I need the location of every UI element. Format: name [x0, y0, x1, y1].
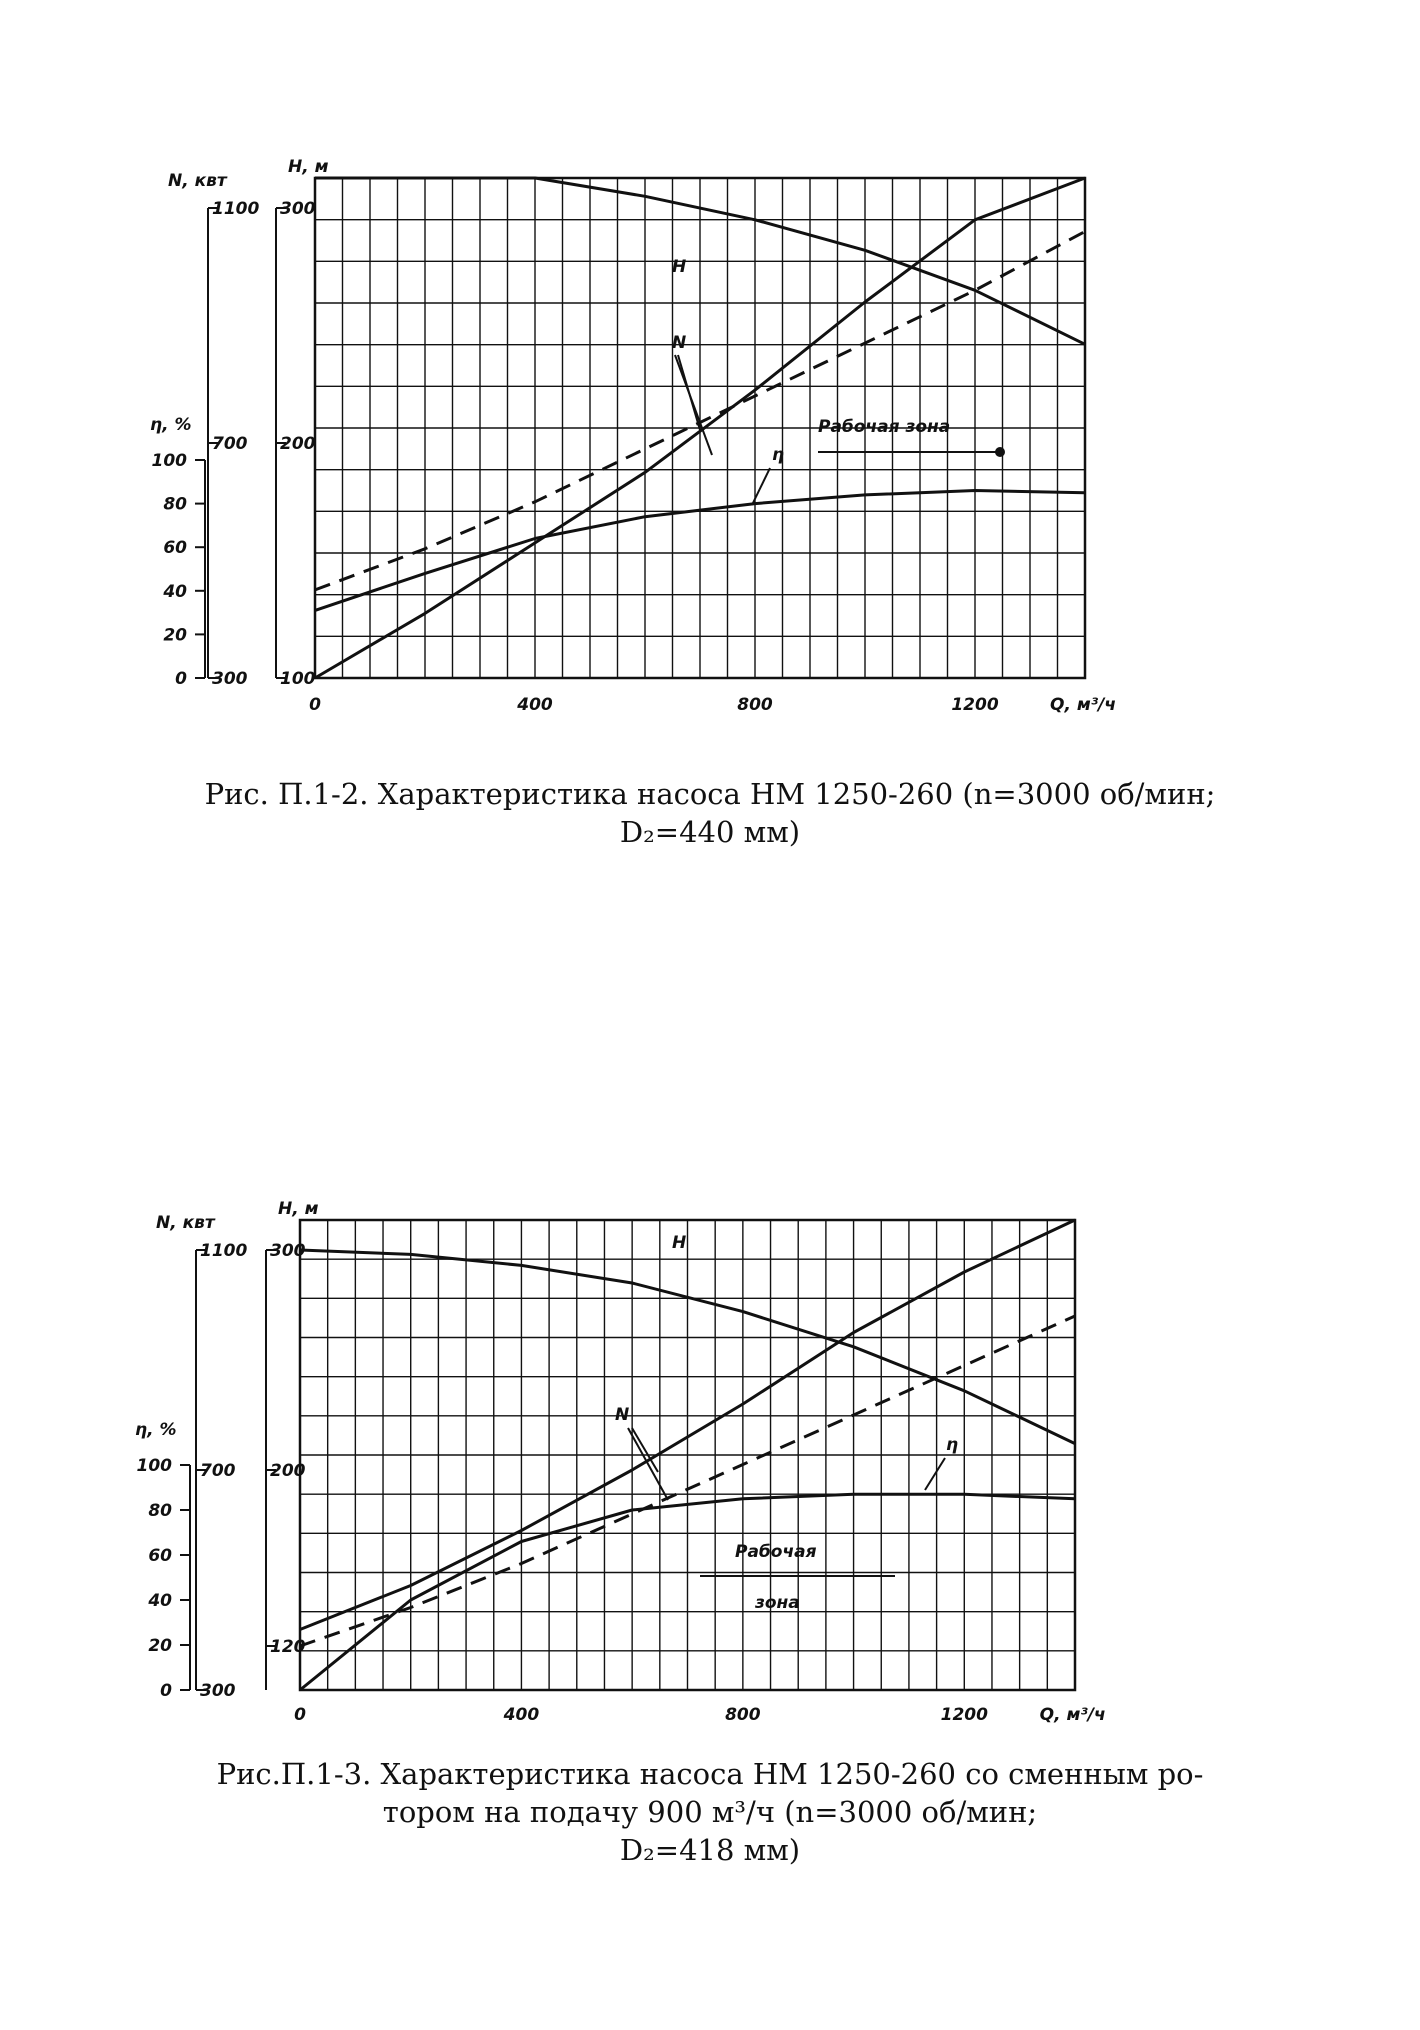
label-working-zone-2: зона: [755, 1593, 800, 1613]
eta-axis-tick-label: 0: [160, 1681, 172, 1701]
n-axis-tick-label: 300: [200, 1681, 236, 1701]
n-axis-tick-label: 700: [200, 1461, 236, 1481]
eta-axis-tick-label: 20: [148, 1636, 172, 1656]
chart-2-ticks: [135, 1199, 1106, 1725]
caption-1: [0, 775, 1420, 851]
eta-axis-tick-label: 80: [163, 494, 187, 515]
n-axis-title: N, квт: [168, 171, 227, 191]
eta-axis-title: η, %: [150, 415, 192, 435]
chart-1: [0, 150, 1420, 750]
chart-2: [0, 1180, 1420, 1730]
pointer-N-1: [628, 1428, 668, 1500]
n-axis-tick-label: 700: [212, 434, 248, 454]
chart-1-annotations: [672, 257, 1005, 505]
x-axis-tick-label: 1200: [940, 1705, 988, 1725]
eta-axis-tick-label: 80: [148, 1501, 172, 1521]
label-H: H: [672, 257, 687, 277]
label-working-zone-1: Рабочая: [735, 1542, 817, 1562]
h-axis-title: H, м: [288, 157, 329, 177]
caption-2-line-3: D₂=418 мм): [619, 1833, 801, 1867]
label-eta: η: [772, 445, 785, 465]
h-axis-tick-label: 300: [280, 199, 316, 219]
eta-axis-tick-label: 100: [151, 451, 187, 471]
x-axis-title: Q, м³/ч: [1050, 695, 1117, 715]
caption-1-line-1: Рис. П.1-2. Характеристика насоса НМ 1250-260 (n=3000 об/мин;: [204, 777, 1216, 811]
x-axis-tick-label: 800: [737, 695, 773, 715]
pointer-N-2: [632, 1428, 658, 1472]
x-axis-tick-label: 0: [294, 1705, 306, 1725]
label-H: H: [672, 1233, 687, 1253]
label-working-zone: Рабочая зона: [818, 417, 951, 437]
h-axis-tick-label: 200: [270, 1461, 306, 1481]
h-axis-tick-label: 100: [280, 669, 316, 689]
eta-axis-tick-label: 100: [136, 1456, 172, 1476]
caption-1-line-2: D₂=440 мм): [619, 815, 801, 849]
eta-axis-tick-label: 20: [163, 625, 187, 646]
label-N: N: [615, 1405, 630, 1425]
label-eta: η: [946, 1435, 959, 1455]
h-axis-tick-label: 300: [270, 1241, 306, 1261]
pointer-eta: [925, 1458, 945, 1490]
eta-axis-tick-label: 0: [175, 669, 187, 689]
chart-2-annotations: [615, 1233, 958, 1613]
chart-1-ticks: [150, 157, 1116, 715]
x-axis-tick-label: 400: [503, 1705, 540, 1725]
n-axis-tick-label: 1100: [200, 1241, 248, 1261]
n-axis-tick-label: 300: [212, 669, 248, 689]
x-axis-tick-label: 0: [309, 695, 321, 715]
caption-2-line-1: Рис.П.1-3. Характеристика насоса НМ 1250-260 со сменным ро-: [216, 1757, 1204, 1791]
h-axis-title: H, м: [278, 1199, 319, 1219]
eta-axis-tick-label: 60: [163, 538, 187, 559]
x-axis-tick-label: 1200: [951, 695, 999, 715]
x-axis-title: Q, м³/ч: [1039, 1705, 1106, 1725]
h-axis-tick-label: 200: [280, 434, 316, 454]
pointer-N-2: [678, 355, 700, 430]
eta-axis-tick-label: 40: [148, 1591, 172, 1611]
h-axis-tick-label: 120: [270, 1637, 306, 1657]
n-axis-tick-label: 1100: [212, 199, 260, 219]
x-axis-tick-label: 400: [517, 695, 553, 715]
caption-2-line-2: тором на подачу 900 м³/ч (n=3000 об/мин;: [382, 1795, 1038, 1829]
x-axis-tick-label: 800: [725, 1705, 761, 1725]
eta-axis-tick-label: 40: [163, 581, 187, 602]
working-zone-marker: [995, 447, 1005, 457]
chart-2-grid: [300, 1220, 1075, 1690]
caption-2: [0, 1755, 1420, 1869]
n-axis-title: N, квт: [156, 1213, 215, 1233]
label-N: N: [672, 333, 687, 353]
eta-axis-title: η, %: [135, 1420, 177, 1440]
eta-axis-tick-label: 60: [148, 1546, 172, 1566]
